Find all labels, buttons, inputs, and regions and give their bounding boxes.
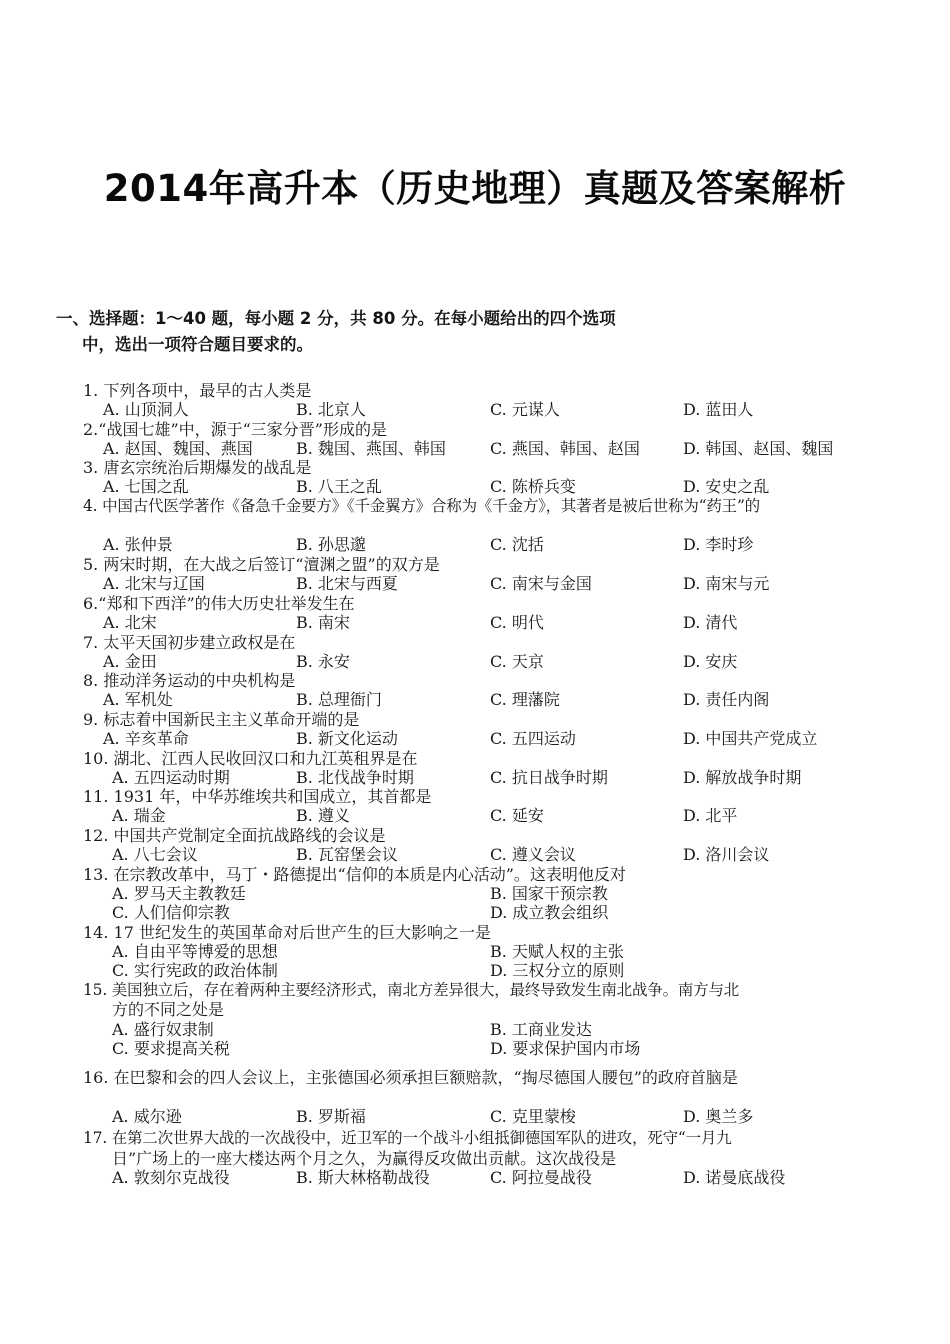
q3-option-b: B. 八王之乱 [296,477,382,496]
q9-option-c: C. 五四运动 [490,729,576,748]
q5-option-c: C. 南宋与金国 [490,574,592,593]
q6-option-c: C. 明代 [490,613,544,632]
q15-option-b: B. 工商业发达 [490,1020,592,1039]
q3-option-c: C. 陈桥兵变 [490,477,576,496]
q11-option-d: D. 北平 [683,806,738,825]
q11-option-b: B. 遵义 [296,806,350,825]
q9-option-d: D. 中国共产党成立 [683,729,818,748]
section-heading-line2: 中，选出一项符合题目要求的。 [82,335,313,354]
question-14-stem: 14. 17 世纪发生的英国革命对后世产生的巨大影响之一是 [83,923,491,942]
q4-option-b: B. 孙思邈 [296,535,366,554]
q16-option-d: D. 奥兰多 [683,1107,754,1126]
q8-option-d: D. 责任内阁 [683,690,770,709]
question-6-stem: 6.“郑和下西洋”的伟大历史壮举发生在 [83,594,355,613]
question-9-stem: 9. 标志着中国新民主主义革命开端的是 [83,710,360,729]
q14-option-d: D. 三权分立的原则 [490,961,625,980]
q12-option-b: B. 瓦窑堡会议 [296,845,398,864]
q15-option-d: D. 要求保护国内市场 [490,1039,641,1058]
q7-option-a: A. 金田 [103,652,157,671]
q17-option-b: B. 斯大林格勒战役 [296,1168,430,1187]
q6-option-b: B. 南宋 [296,613,350,632]
q16-option-b: B. 罗斯福 [296,1107,366,1126]
q15-option-c: C. 要求提高关税 [112,1039,230,1058]
question-12-stem: 12. 中国共产党制定全面抗战路线的会议是 [83,826,386,845]
question-13-stem: 13. 在宗教改革中，马丁・路德提出“信仰的本质是内心活动”。这表明他反对 [83,865,626,884]
question-17-stem-line1: 17. 在第二次世界大战的一次战役中，近卫军的一个战斗小组抵御德国军队的进攻，死守“一月九 [83,1129,732,1147]
q16-option-a: A. 威尔逊 [112,1107,182,1126]
section-heading-line1: 一、选择题：1～40 题，每小题 2 分，共 80 分。在每小题给出的四个选项 [56,309,616,328]
page-title: 2014年高升本（历史地理）真题及答案解析 [103,167,847,210]
q5-option-b: B. 北宋与西夏 [296,574,398,593]
q8-option-a: A. 军机处 [103,690,173,709]
q3-option-d: D. 安史之乱 [683,477,770,496]
q11-option-c: C. 延安 [490,806,544,825]
q9-option-a: A. 辛亥革命 [103,729,189,748]
q3-option-a: A. 七国之乱 [103,477,189,496]
q14-option-b: B. 天赋人权的主张 [490,942,624,961]
q13-option-a: A. 罗马天主教教廷 [112,884,246,903]
question-1-stem: 1. 下列各项中，最早的古人类是 [83,381,312,400]
q5-option-a: A. 北宋与辽国 [103,574,205,593]
q1-option-c: C. 元谋人 [490,400,560,419]
q7-option-d: D. 安庆 [683,652,738,671]
q15-option-a: A. 盛行奴隶制 [112,1020,214,1039]
question-5-stem: 5. 两宋时期，在大战之后签订“澶渊之盟”的双方是 [83,555,440,574]
q12-option-a: A. 八七会议 [112,845,198,864]
q10-option-a: A. 五四运动时期 [112,768,230,787]
question-2-stem: 2.“战国七雄”中，源于“三家分晋”形成的是 [83,420,387,439]
question-10-stem: 10. 湖北、江西人民收回汉口和九江英租界是在 [83,749,418,768]
q17-option-a: A. 敦刻尔克战役 [112,1168,230,1187]
q6-option-a: A. 北宋 [103,613,157,632]
q17-option-d: D. 诺曼底战役 [683,1168,786,1187]
q7-option-b: B. 永安 [296,652,350,671]
q1-option-d: D. 蓝田人 [683,400,754,419]
question-3-stem: 3. 唐玄宗统治后期爆发的战乱是 [83,458,312,477]
q10-option-d: D. 解放战争时期 [683,768,802,787]
q7-option-c: C. 天京 [490,652,544,671]
q8-option-c: C. 理藩院 [490,690,560,709]
question-7-stem: 7. 太平天国初步建立政权是在 [83,633,296,652]
q8-option-b: B. 总理衙门 [296,690,382,709]
q10-option-b: B. 北伐战争时期 [296,768,414,787]
q9-option-b: B. 新文化运动 [296,729,398,748]
q2-option-a: A. 赵国、魏国、燕国 [103,439,253,458]
q10-option-c: C. 抗日战争时期 [490,768,608,787]
q16-option-c: C. 克里蒙梭 [490,1107,576,1126]
question-4-stem: 4. 中国古代医学著作《备急千金要方》《千金翼方》合称为《千金方》，其著者是被后世称为“药王”的 [83,497,760,515]
q6-option-d: D. 清代 [683,613,738,632]
q4-option-a: A. 张仲景 [103,535,173,554]
question-17-stem-line2: 日”广场上的一座大楼达两个月之久，为赢得反攻做出贡献。这次战役是 [112,1149,617,1168]
q1-option-a: A. 山顶洞人 [103,400,189,419]
q12-option-d: D. 洛川会议 [683,845,770,864]
question-15-stem-line1: 15. 美国独立后，存在着两种主要经济形式，南北方差异很大，最终导致发生南北战争。南方与北 [83,981,740,999]
question-16-stem: 16. 在巴黎和会的四人会议上，主张德国必须承担巨额赔款，“掏尽德国人腰包”的政府首脑是 [83,1068,738,1087]
q4-option-c: C. 沈括 [490,535,544,554]
q14-option-a: A. 自由平等博爱的思想 [112,942,278,961]
q17-option-c: C. 阿拉曼战役 [490,1168,592,1187]
question-15-stem-line2: 方的不同之处是 [112,1000,225,1019]
q14-option-c: C. 实行宪政的政治体制 [112,961,278,980]
q13-option-d: D. 成立教会组织 [490,903,609,922]
q5-option-d: D. 南宋与元 [683,574,770,593]
question-11-stem: 11. 1931 年，中华苏维埃共和国成立，其首都是 [83,787,432,806]
q12-option-c: C. 遵义会议 [490,845,576,864]
q13-option-c: C. 人们信仰宗教 [112,903,230,922]
q1-option-b: B. 北京人 [296,400,366,419]
question-8-stem: 8. 推动洋务运动的中央机构是 [83,671,296,690]
q2-option-c: C. 燕国、韩国、赵国 [490,439,640,458]
q11-option-a: A. 瑞金 [112,806,166,825]
q2-option-d: D. 韩国、赵国、魏国 [683,439,834,458]
q13-option-b: B. 国家干预宗教 [490,884,608,903]
q2-option-b: B. 魏国、燕国、韩国 [296,439,446,458]
q4-option-d: D. 李时珍 [683,535,754,554]
